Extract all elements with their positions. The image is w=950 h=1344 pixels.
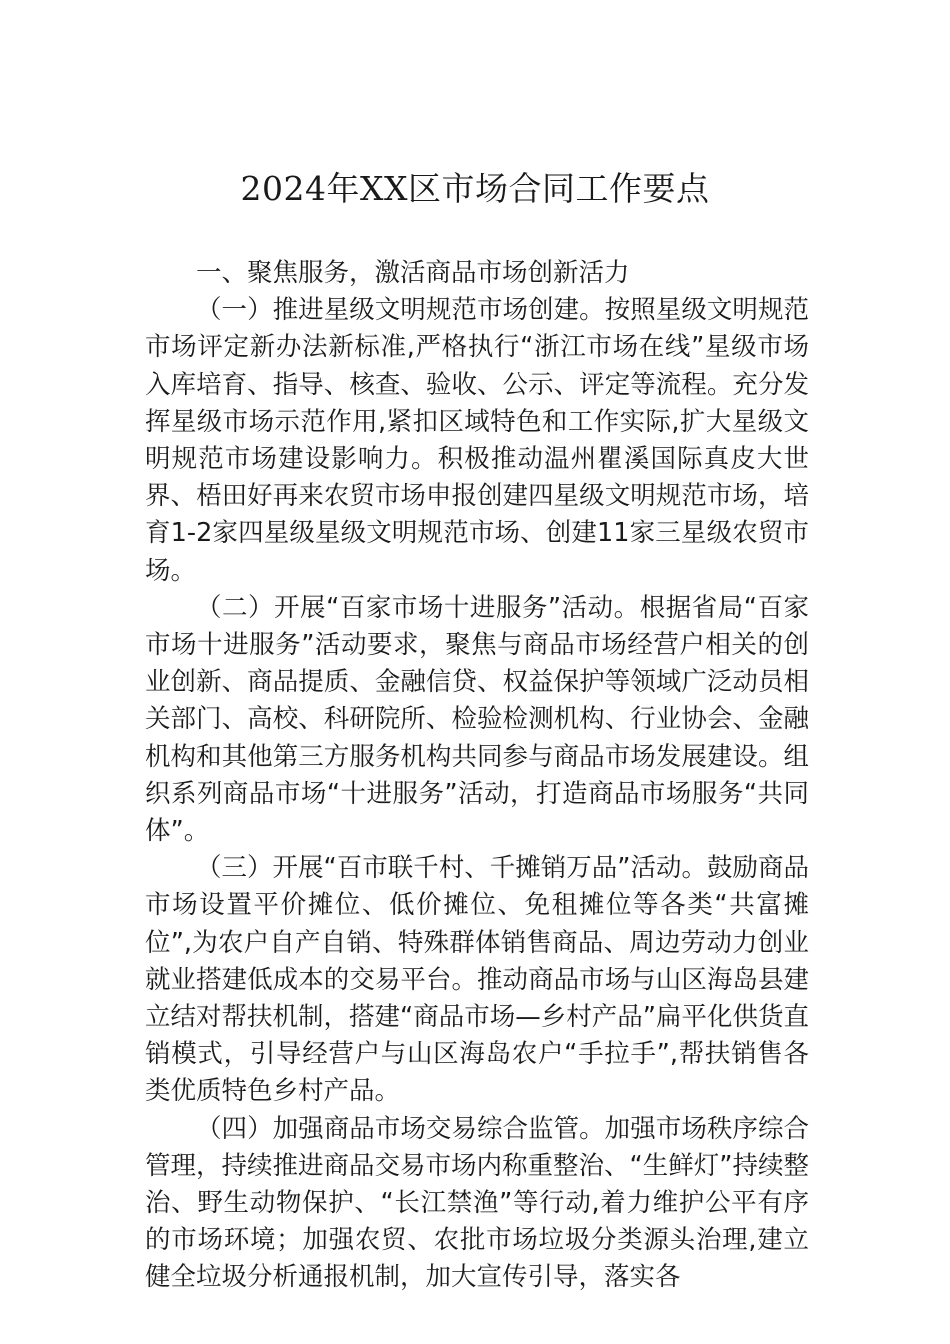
- paragraph-4: （四）加强商品市场交易综合监管。加强市场秩序综合管理，持续推进商品交易市场内称重整治、“生鲜灯”持续整治、野生动物保护、“长江禁渔”等行动,着力维护公平有序的市场环境；加强农贸、农批市场垃圾分类源头治理,建立健全垃圾分析通报机制，加大宣传引导，落实各: [145, 1113, 809, 1293]
- document-title: 2024年XX区市场合同工作要点: [240, 169, 710, 208]
- section-heading: 一、聚焦服务，激活商品市场创新活力: [196, 258, 630, 288]
- document-body: [145, 255, 809, 1297]
- paragraph-2: （二）开展“百家市场十进服务”活动。根据省局“百家市场十进服务”活动要求，聚焦与商品市场经营户相关的创业创新、商品提质、金融信贷、权益保护等领域广泛动员相关部门、高校、科研院所、检验检测机构、行业协会、金融机构和其他第三方服务机构共同参与商品市场发展建设。组织系列商品市场“十进服务”活动，打造商品市场服务“共同体”。: [145, 592, 809, 847]
- paragraph-3: （三）开展“百市联千村、千摊销万品”活动。鼓励商品市场设置平价摊位、低价摊位、免租摊位等各类“共富摊位”,为农户自产自销、特殊群体销售商品、周边劳动力创业就业搭建低成本的交易平台。推动商品市场与山区海岛县建立结对帮扶机制，搭建“商品市场—乡村产品”扁平化供货直销模式，引导经营户与山区海岛农户“手拉手”,帮扶销售各类优质特色乡村产品。: [145, 853, 809, 1107]
- paragraph-1: （一）推进星级文明规范市场创建。按照星级文明规范市场评定新办法新标准,严格执行“浙江市场在线”星级市场入库培育、指导、核查、验收、公示、评定等流程。充分发挥星级市场示范作用,紧扣区域特色和工作实际,扩大星级文明规范市场建设影响力。积极推动温州瞿溪国际真皮大世界、梧田好再来农贸市场申报创建四星级文明规范市场，培育1-2家四星级星级文明规范市场、创建11家三星级农贸市场。: [145, 295, 809, 586]
